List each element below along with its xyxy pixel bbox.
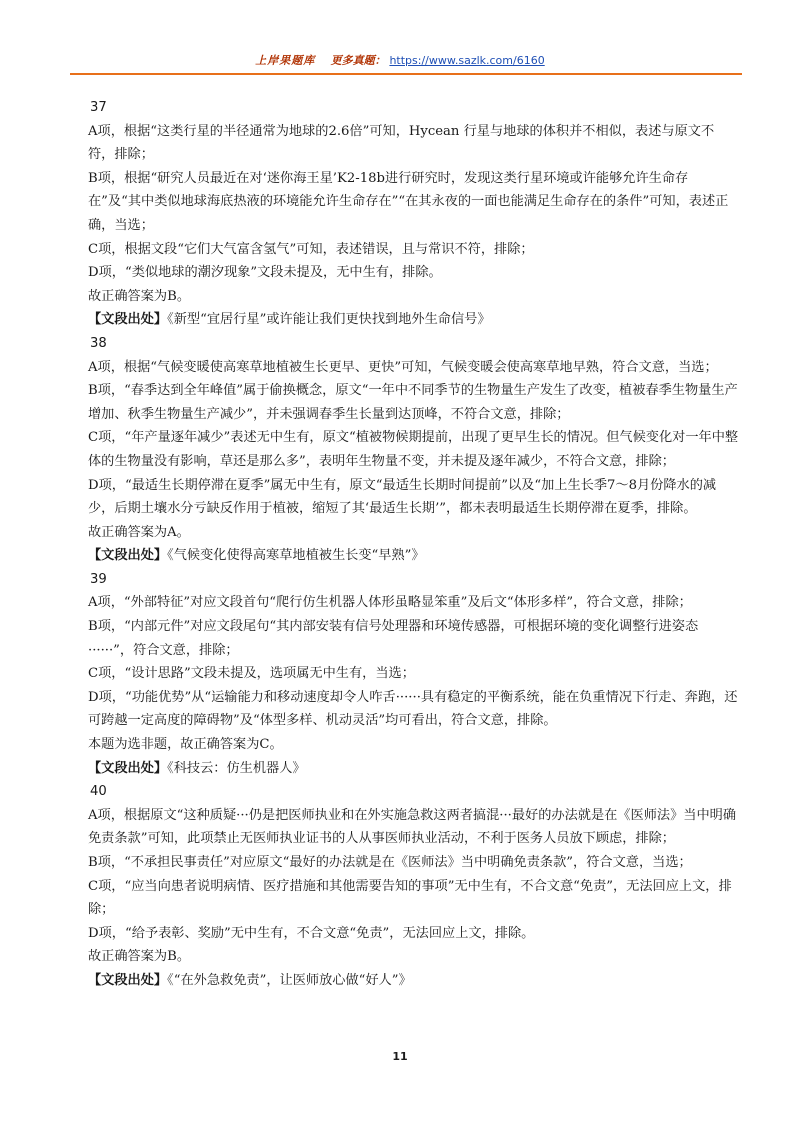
source-line <box>88 969 740 993</box>
explanation-paragraph: D项，“功能优势”从“运输能力和移动速度却令人咋舌······具有稳定的平衡系统，能在负重情况下行走、奔跑，还可跨越一定高度的障碍物”及“体型多样、机动灵活”均可看出，符合文意，排除。 <box>88 689 738 729</box>
source-title: 《科技云：仿生机器人》 <box>167 760 306 776</box>
header-brand: 上岸果题库 <box>255 54 316 67</box>
question-number: 40 <box>90 784 107 800</box>
question-section <box>88 332 740 568</box>
question-number: 39 <box>90 571 107 587</box>
page-number: 11 <box>392 1050 408 1063</box>
source-label: 【文段出处】 <box>88 312 168 328</box>
explanation-paragraph: 故正确答案为B。 <box>88 949 191 965</box>
explanation-paragraph: B项，“内部元件”对应文段尾句“其内部安装有信号处理器和环境传感器，可根据环境的变化调整行进姿态······”，符合文意，排除； <box>88 619 699 658</box>
question-section <box>88 780 740 992</box>
explanation-paragraph: A项，根据原文“这种质疑···仍是把医师执业和在外实施急救这两者搞混···最好的办法就是在《医师法》当中明确免责条款”可知，此项禁止无医师执业证书的人从事医师执业活动，不利于医务人员放下顾虑，排除； <box>88 807 737 847</box>
explanation-paragraph: 故正确答案为B。 <box>88 288 191 304</box>
explanation-paragraph: D项，“给予表彰、奖励”无中生有，不合文意“免责”，无法回应上文，排除。 <box>88 925 535 941</box>
source-title: 《“在外急救免责”，让医师放心做“好人”》 <box>167 972 412 988</box>
header-more-label: 更多真题： <box>330 54 386 67</box>
source-line <box>88 308 740 332</box>
explanation-paragraph: A项，根据“这类行星的半径通常为地球的2.6倍”可知，Hycean 行星与地球的体积并不相似，表述与原文不符，排除； <box>88 123 715 163</box>
question-number: 38 <box>90 335 107 351</box>
explanation-paragraph: D项，“最适生长期停滞在夏季”属无中生有，原文“最适生长期时间提前”以及“加上生长季7～8月份降水的减少，后期土壤水分亏缺反作用于植被，缩短了其‘最适生长期’”，都未表明最适生长期停滞在夏季，排除。 <box>88 477 717 517</box>
question-section <box>88 568 740 780</box>
header-url-link[interactable]: https://www.sazlk.com/6160 <box>389 54 545 67</box>
source-line <box>88 757 740 781</box>
explanation-paragraph: A项，“外部特征”对应文段首句“爬行仿生机器人体形虽略显笨重”及后文“体形多样”，符合文意，排除； <box>88 595 692 611</box>
explanation-paragraph: B项，“春季达到全年峰值”属于偷换概念，原文“一年中不同季节的生物量生产发生了改变，植被春季生物量生产增加、秋季生物量生产减少”，并未强调春季生长量到达顶峰，不符合文意，排除； <box>88 383 738 422</box>
explanation-paragraph: B项，“不承担民事责任”对应原文“最好的办法就是在《医师法》当中明确免责条款”，符合文意，当选； <box>88 855 692 870</box>
answer-explanations <box>88 96 740 993</box>
explanation-paragraph: C项，“年产量逐年减少”表述无中生有，原文“植被物候期提前，出现了更早生长的情况。但气候变化对一年中整体的生物量没有影响，草还是那么多”，表明年生物量不变，并未提及逐年减少，不符合文意，排除； <box>88 430 739 469</box>
source-title: 《新型“宜居行星”或许能让我们更快找到地外生命信号》 <box>167 312 491 328</box>
explanation-paragraph: D项，“类似地球的潮汐现象”文段未提及，无中生有，排除。 <box>88 265 442 281</box>
source-label: 【文段出处】 <box>88 972 168 988</box>
question-number: 37 <box>90 100 107 115</box>
explanation-paragraph: C项，根据文段“它们大气富含氢气”可知，表述错误，且与常识不符，排除； <box>88 241 534 257</box>
question-section <box>88 96 740 332</box>
explanation-paragraph: 故正确答案为A。 <box>88 524 190 540</box>
explanation-paragraph: C项，“设计思路”文段未提及，选项属无中生有，当选； <box>88 666 415 682</box>
header-divider <box>70 73 742 75</box>
source-line <box>88 544 740 568</box>
source-label: 【文段出处】 <box>88 548 168 564</box>
page-header <box>0 52 800 68</box>
explanation-paragraph: A项，根据“气候变暖使高寒草地植被生长更早、更快”可知，气候变暖会使高寒草地早熟，符合文意，当选； <box>88 359 718 375</box>
explanation-paragraph: B项，根据“研究人员最近在对‘迷你海王星’K2-18b进行研究时，发现这类行星环境或许能够允许生命存在”及“其中类似地球海底热液的环境能允许生命存在”“在其永夜的一面也能满足生命存在的条件”可知，表述正确，当选； <box>88 170 729 233</box>
explanation-paragraph: 本题为选非题，故正确答案为C。 <box>88 737 283 753</box>
source-label: 【文段出处】 <box>88 760 168 776</box>
source-title: 《气候变化使得高寒草地植被生长变“早熟”》 <box>167 548 425 564</box>
explanation-paragraph: C项，“应当向患者说明病情、医疗措施和其他需要告知的事项”无中生有，不合文意“免责”，无法回应上文，排除； <box>88 878 732 918</box>
